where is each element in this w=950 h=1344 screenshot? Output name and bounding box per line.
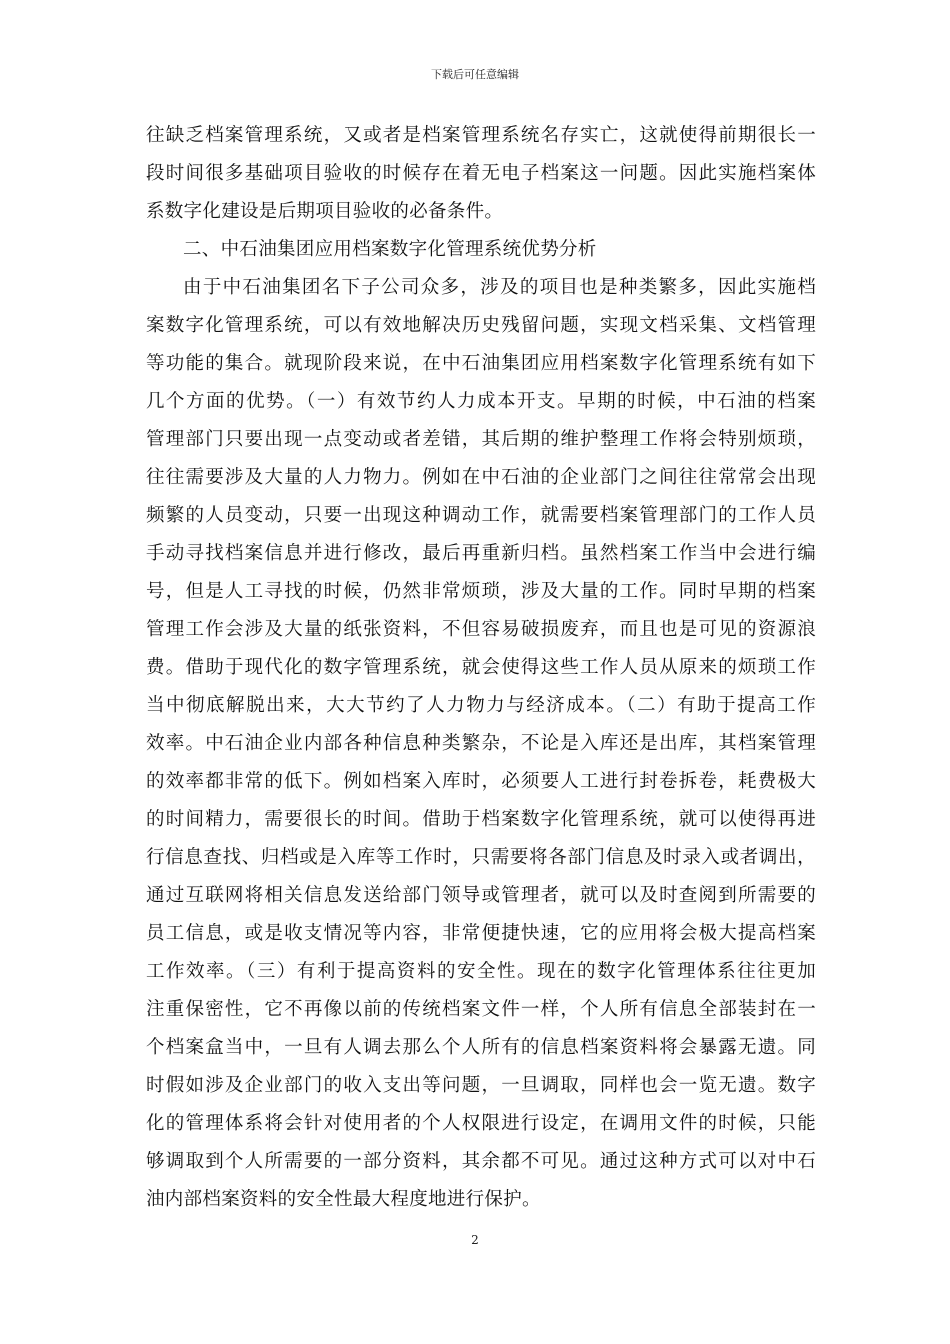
section-heading: 二、中石油集团应用档案数字化管理系统优势分析 [183,239,597,260]
body-line: 个档案盒当中，一旦有人调去那么个人所有的信息档案资料将会暴露无遗。同 [146,1037,816,1058]
body-line: 段时间很多基础项目验收的时候存在着无电子档案这一问题。因此实施档案体 [146,163,816,184]
body-line: 油内部档案资料的安全性最大程度地进行保护。 [146,1189,541,1210]
body-line: 的效率都非常的低下。例如档案入库时，必须要人工进行封卷拆卷，耗费极大 [146,771,816,792]
body-line: 等功能的集合。就现阶段来说，在中石油集团应用档案数字化管理系统有如下 [146,353,816,374]
body-line: 号，但是人工寻找的时候，仍然非常烦琐，涉及大量的工作。同时早期的档案 [146,581,816,602]
body-line: 时假如涉及企业部门的收入支出等问题，一旦调取，同样也会一览无遗。数字 [146,1075,816,1096]
body-line: 手动寻找档案信息并进行修改，最后再重新归档。虽然档案工作当中会进行编 [146,543,816,564]
body-line: 通过互联网将相关信息发送给部门领导或管理者，就可以及时查阅到所需要的 [146,885,816,906]
body-line: 频繁的人员变动，只要一出现这种调动工作，就需要档案管理部门的工作人员 [146,505,816,526]
body-line: 系数字化建设是后期项目验收的必备条件。 [146,201,504,222]
body-line: 够调取到个人所需要的一部分资料，其余都不可见。通过这种方式可以对中石 [146,1151,816,1172]
page-header: 下载后可任意编辑 [431,68,519,81]
body-line: 管理工作会涉及大量的纸张资料，不但容易破损废弃，而且也是可见的资源浪 [146,619,816,640]
body-line: 由于中石油集团名下子公司众多，涉及的项目也是种类繁多，因此实施档 [183,277,816,298]
body-line: 费。借助于现代化的数字管理系统，就会使得这些工作人员从原来的烦琐工作 [146,657,816,678]
body-line: 往往需要涉及大量的人力物力。例如在中石油的企业部门之间往往常常会出现 [146,467,816,488]
body-line: 化的管理体系将会针对使用者的个人权限进行设定，在调用文件的时候，只能 [146,1113,816,1134]
body-line: 员工信息，或是收支情况等内容，非常便捷快速，它的应用将会极大提高档案 [146,923,816,944]
body-line: 几个方面的优势。（一）有效节约人力成本开支。早期的时候，中石油的档案 [146,391,816,412]
body-line: 管理部门只要出现一点变动或者差错，其后期的维护整理工作将会特别烦琐， [146,429,816,450]
body-line: 当中彻底解脱出来，大大节约了人力物力与经济成本。（二）有助于提高工作 [146,695,816,716]
body-line: 的时间精力，需要很长的时间。借助于档案数字化管理系统，就可以使得再进 [146,809,816,830]
page-number: 2 [471,1233,479,1247]
body-line: 效率。中石油企业内部各种信息种类繁杂，不论是入库还是出库，其档案管理 [146,733,816,754]
body-line: 工作效率。（三）有利于提高资料的安全性。现在的数字化管理体系往往更加 [146,961,816,982]
body-line: 案数字化管理系统，可以有效地解决历史残留问题，实现文档采集、文档管理 [146,315,816,336]
body-line: 注重保密性，它不再像以前的传统档案文件一样，个人所有信息全部装封在一 [146,999,816,1020]
body-line: 行信息查找、归档或是入库等工作时，只需要将各部门信息及时录入或者调出， [146,847,816,868]
body-line: 往缺乏档案管理系统，又或者是档案管理系统名存实亡，这就使得前期很长一 [146,125,816,146]
